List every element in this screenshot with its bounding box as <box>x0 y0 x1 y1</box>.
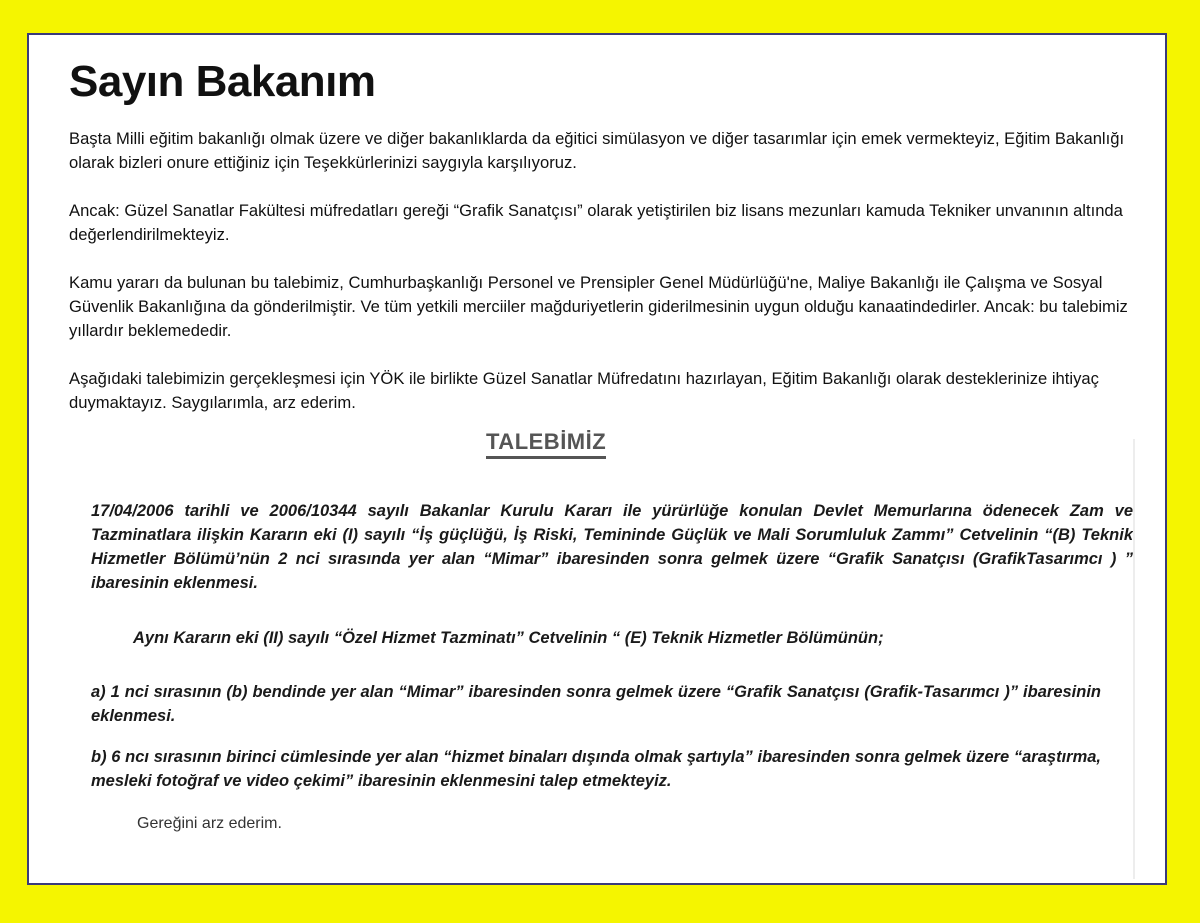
request-item-a: a) 1 nci sırasının (b) bendinde yer alan “Mimar” ibaresinden sonra gelmek üzere “Grafik Sanatçısı (Grafik-Tasarımcı )” ibaresinin eklenmesi. <box>91 683 1101 725</box>
scan-edge-divider <box>1133 439 1135 879</box>
request-closing: Gereğini arz ederim. <box>137 815 282 832</box>
request-heading: TALEBİMİZ <box>486 429 606 459</box>
body-paragraph-3: Kamu yararı da bulunan bu talebimiz, Cumhurbaşkanlığı Personel ve Prensipler Genel Müdürlüğü'ne, Maliye Bakanlığı ile Çalışma ve Sosyal Güvenlik Bakanlığına da gönderilmiştir. Ve tüm yetkili merciiler mağduriyetlerin giderilmesinin uygun olduğu kanaatindedirler. Ancak: bu talebimiz yıllardır beklemededir. <box>69 273 1128 340</box>
letter-frame <box>27 33 1167 885</box>
body-paragraph-1: Başta Milli eğitim bakanlığı olmak üzere ve diğer bakanlıklarda da eğitici simülasyon ve diğer tasarımlar için emek vermekteyiz, Eğitim Bakanlığı olarak bizleri onure ettiğiniz için Teşekkürlerinizi saygıyla karşılıyoruz. <box>69 129 1125 172</box>
request-paragraph-1: 17/04/2006 tarihli ve 2006/10344 sayılı Bakanlar Kurulu Kararı ile yürürlüğe konulan Devlet Memurlarına ödenecek Zam ve Tazminatlara ilişkin Kararın eki (I) sayılı “İş güçlüğü, İş Riski, Temininde Güçlük ve Mali Sorumluluk Zammı” Cetvelinin “(B) Teknik Hizmetler Bölümü’nün 2 nci sırasında yer alan “Mimar” ibaresinden sonra gelmek üzere “Grafik Sanatçısı (GrafikTasarımcı ) ” ibaresinin eklenmesi. <box>91 502 1133 592</box>
body-paragraph-4: Aşağıdaki talebimizin gerçekleşmesi için YÖK ile birlikte Güzel Sanatlar Müfredatını hazırlayan, Eğitim Bakanlığı olarak desteklerinize ihtiyaç duymaktayız. Saygılarımla, arz ederim. <box>69 369 1099 412</box>
request-paragraph-2: Aynı Kararın eki (II) sayılı “Özel Hizmet Tazminatı” Cetvelinin “ (E) Teknik Hizmetler Bölümünün; <box>133 629 884 647</box>
request-item-b: b) 6 ncı sırasının birinci cümlesinde yer alan “hizmet binaları dışında olmak şartıyla” ibaresinden sonra gelmek üzere “araştırma, mesleki fotoğraf ve video çekimi” ibaresinin eklenmesini talep etmekteyiz. <box>91 748 1101 790</box>
body-paragraph-2: Ancak: Güzel Sanatlar Fakültesi müfredatları gereği “Grafik Sanatçısı” olarak yetiştirilen biz lisans mezunları kamuda Tekniker unvanının altında değerlendirilmekteyiz. <box>69 201 1123 244</box>
letter-body <box>69 127 1149 439</box>
letter-title: Sayın Bakanım <box>69 57 376 106</box>
